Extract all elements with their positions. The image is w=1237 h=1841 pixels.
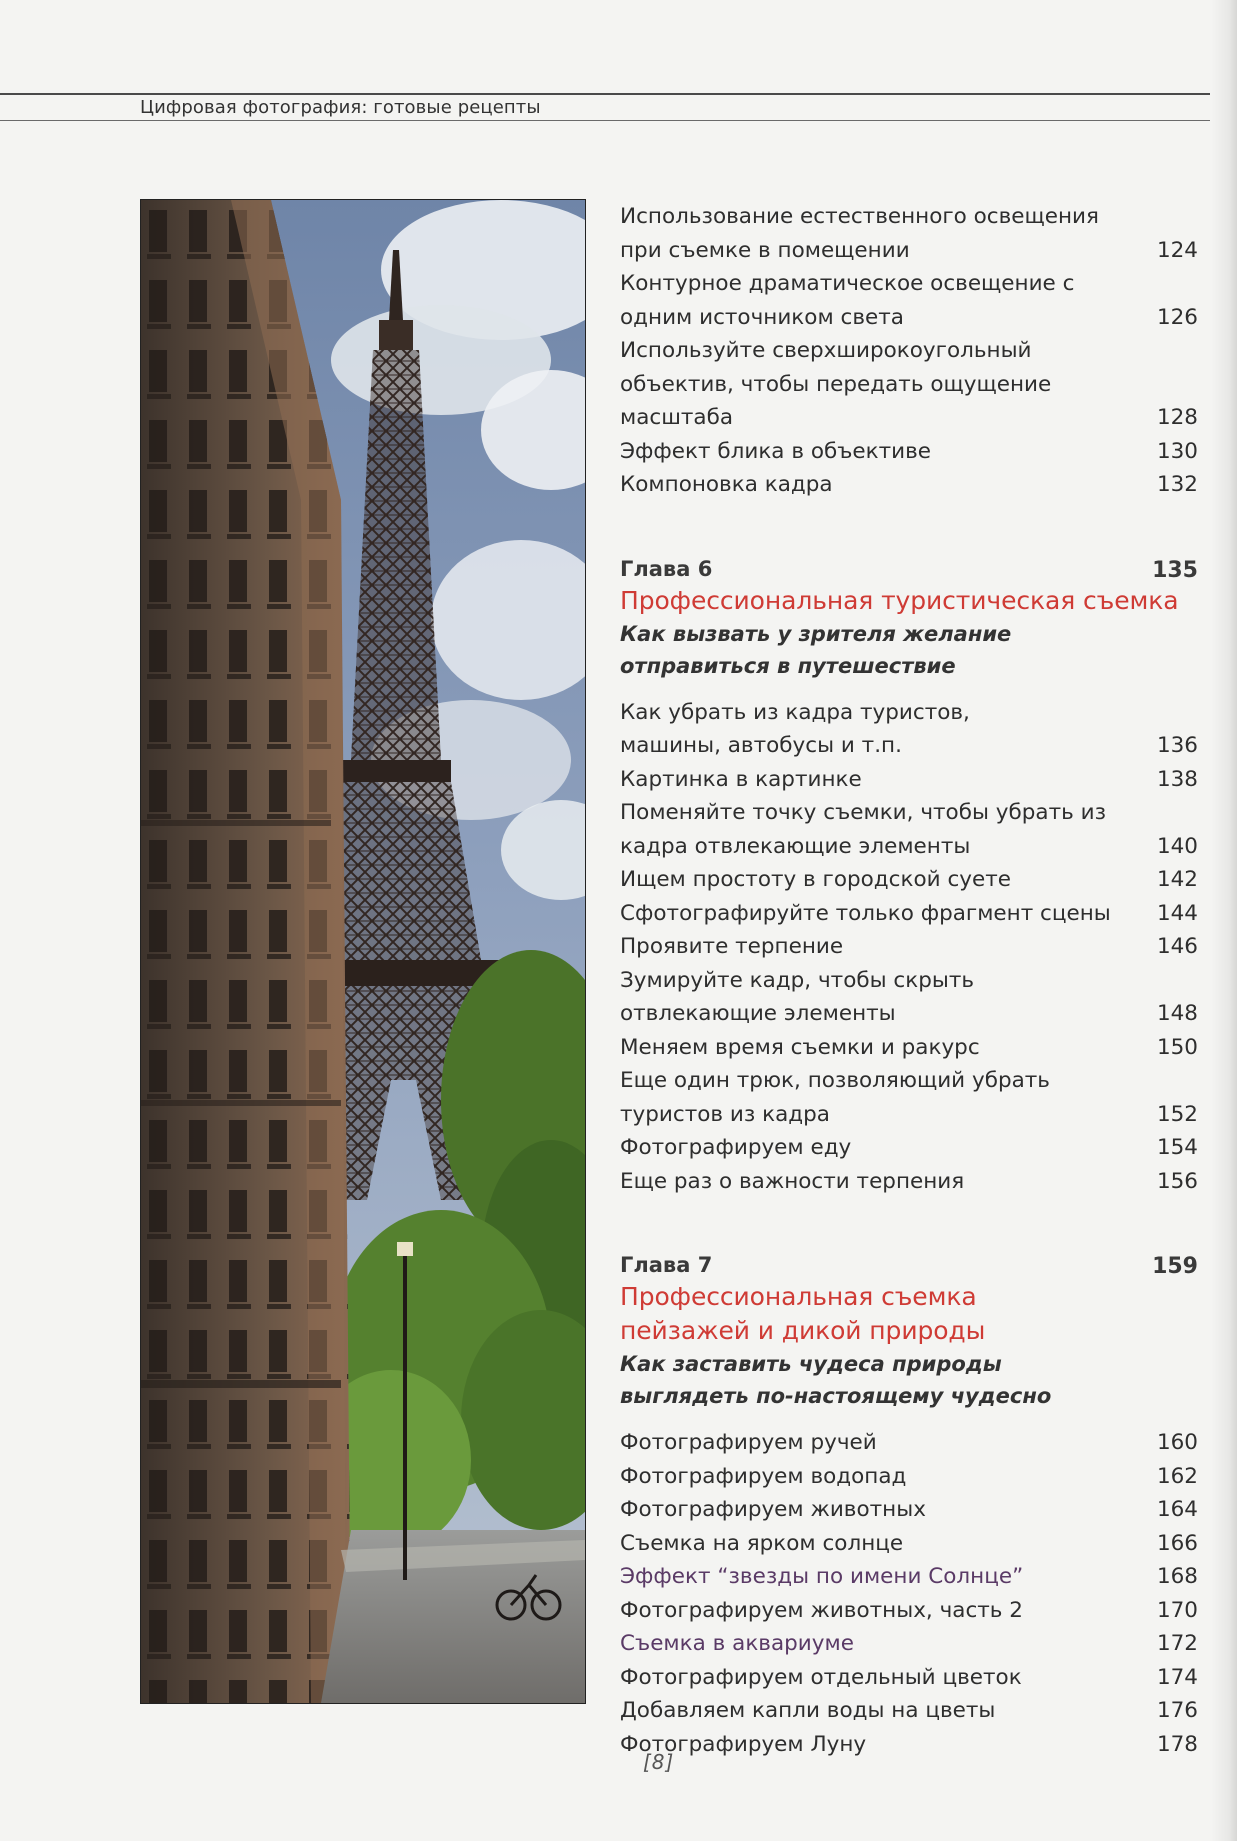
toc-entry-title: Фотографируем еду: [620, 1135, 852, 1160]
toc-entry[interactable]: [620, 334, 1198, 435]
toc-entry[interactable]: [620, 1661, 1198, 1695]
toc-entry-page: 124: [1156, 237, 1198, 263]
toc-entry-page: 172: [1156, 1631, 1198, 1656]
toc-entry-page: 168: [1156, 1564, 1198, 1589]
chapter-7-heading[interactable]: [620, 1250, 1198, 1280]
toc-entry-title: Еще раз о важности терпения: [620, 1168, 965, 1194]
chapter-6-label: Глава 6: [620, 556, 713, 581]
running-head: Цифровая фотография: готовые рецепты: [140, 97, 541, 118]
chapter-7-page: 159: [1152, 1254, 1198, 1279]
chapter-6-page: 135: [1152, 557, 1198, 583]
toc-entry-page: 148: [1156, 1001, 1198, 1026]
toc-entry-title: Добавляем капли воды на цветы: [620, 1698, 996, 1723]
toc-entry[interactable]: [620, 435, 1198, 469]
toc-entry-title: Еще один трюк, позволяющий убрать туристов из кадра: [620, 1068, 1050, 1127]
toc-entry[interactable]: [620, 930, 1198, 964]
toc-entry-title: Эффект “звезды по имени Солнце”: [620, 1564, 1024, 1589]
toc-entry[interactable]: [620, 1627, 1198, 1661]
toc-entry-page: 126: [1156, 304, 1198, 330]
page-number: [8]: [643, 1750, 675, 1774]
header-rule-bottom: [0, 120, 1210, 121]
toc-entry-page: 166: [1156, 1530, 1198, 1556]
toc-entry-page: 156: [1156, 1168, 1198, 1194]
toc-entry-title: Фотографируем Луну: [620, 1731, 867, 1757]
toc-entry-title: Используйте сверхширокоугольный объектив, чтобы передать ощущение масштаба: [620, 338, 1052, 430]
toc-entry-page: 144: [1156, 900, 1198, 926]
toc-entry-page: 152: [1156, 1101, 1198, 1127]
toc-entry-title: Картинка в картинке: [620, 766, 862, 792]
table-of-contents: [620, 200, 1198, 1761]
toc-entry[interactable]: [620, 796, 1198, 863]
toc-entry-page: 146: [1156, 934, 1198, 959]
header-rule-top: [0, 93, 1210, 95]
toc-entry-title: Как убрать из кадра туристов, машины, автобусы и т.п.: [620, 699, 970, 758]
toc-entry-page: 162: [1156, 1463, 1198, 1489]
toc-entry-title: Использование естественного освещения при съемке в помещении: [620, 204, 1099, 263]
toc-entry-page: 138: [1156, 766, 1198, 792]
toc-entry-title: Съемка в аквариуме: [620, 1631, 854, 1656]
toc-entry-title: Эффект блика в объективе: [620, 438, 932, 464]
toc-entry[interactable]: [620, 1131, 1198, 1165]
toc-entry[interactable]: [620, 200, 1198, 267]
toc-entry[interactable]: [620, 964, 1198, 1031]
toc-entry-page: 128: [1156, 405, 1198, 430]
toc-entry-title: Компоновка кадра: [620, 472, 833, 497]
toc-entry[interactable]: [620, 1064, 1198, 1131]
toc-entry[interactable]: [620, 468, 1198, 502]
toc-entry-title: Ищем простоту в городской суете: [620, 867, 1011, 892]
toc-entry-page: 160: [1156, 1430, 1198, 1455]
toc-entry[interactable]: [620, 267, 1198, 334]
toc-entry[interactable]: [620, 1694, 1198, 1728]
chapter-6-heading[interactable]: [620, 554, 1198, 584]
toc-entry-page: 142: [1156, 867, 1198, 892]
toc-entry[interactable]: [620, 1165, 1198, 1199]
toc-entry-title: Контурное драматическое освещение с одним источником света: [620, 271, 1075, 330]
chapter-7-section: [620, 1250, 1198, 1761]
toc-entry-page: 178: [1156, 1731, 1198, 1757]
toc-intro-list: [620, 200, 1198, 502]
chapter-7-title-line2: пейзажей и дикой природы: [620, 1316, 986, 1345]
toc-entry-title: Фотографируем животных: [620, 1497, 926, 1522]
toc-entry-title: Проявите терпение: [620, 934, 844, 959]
toc-entry[interactable]: [620, 1460, 1198, 1494]
toc-entry-page: 170: [1156, 1597, 1198, 1623]
toc-entry[interactable]: [620, 1493, 1198, 1527]
page-edge-shadow: [1211, 0, 1237, 1841]
eiffel-tower-photo: [140, 199, 586, 1704]
toc-entry-title: Съемка на ярком солнце: [620, 1530, 904, 1556]
chapter-6-section: [620, 554, 1198, 1199]
chapter-6-subtitle: Как вызвать у зрителя желание отправиться в путешествие: [620, 621, 1012, 678]
toc-entry-title: Фотографируем водопад: [620, 1463, 907, 1489]
toc-entry-title: Фотографируем отдельный цветок: [620, 1664, 1022, 1690]
toc-entry-page: 132: [1156, 472, 1198, 497]
toc-entry[interactable]: [620, 763, 1198, 797]
toc-entry-page: 150: [1156, 1034, 1198, 1060]
toc-entry[interactable]: [620, 1728, 1198, 1762]
chapter-7-subtitle: Как заставить чудеса природы выглядеть по-настоящему чудесно: [620, 1352, 1052, 1408]
toc-entry[interactable]: [620, 1594, 1198, 1628]
toc-entry-page: 176: [1156, 1698, 1198, 1723]
toc-entry-title: Сфотографируйте только фрагмент сцены: [620, 900, 1111, 926]
toc-entry-page: 154: [1156, 1135, 1198, 1160]
toc-entry-page: 174: [1156, 1664, 1198, 1690]
toc-entry-page: 164: [1156, 1497, 1198, 1522]
toc-entry[interactable]: [620, 1560, 1198, 1594]
toc-entry[interactable]: [620, 696, 1198, 763]
toc-entry-page: 130: [1156, 438, 1198, 464]
toc-entry-title: Зумируйте кадр, чтобы скрыть отвлекающие элементы: [620, 967, 975, 1026]
toc-entry[interactable]: [620, 1031, 1198, 1065]
toc-entry[interactable]: [620, 1527, 1198, 1561]
toc-entry-page: 136: [1156, 733, 1198, 758]
toc-entry-page: 140: [1156, 833, 1198, 859]
toc-entry-title: Фотографируем ручей: [620, 1430, 877, 1455]
toc-entry-title: Меняем время съемки и ракурс: [620, 1034, 980, 1060]
toc-entry[interactable]: [620, 1426, 1198, 1460]
chapter-7-title-line1: Профессиональная съемка: [620, 1282, 977, 1311]
toc-entry-title: Поменяйте точку съемки, чтобы убрать из кадра отвлекающие элементы: [620, 800, 1107, 859]
chapter-7-label: Глава 7: [620, 1253, 713, 1277]
toc-entry[interactable]: [620, 897, 1198, 931]
toc-entry[interactable]: [620, 863, 1198, 897]
toc-entry-title: Фотографируем животных, часть 2: [620, 1597, 1023, 1623]
chapter-6-title: Профессиональная туристическая съемка: [620, 585, 1179, 615]
